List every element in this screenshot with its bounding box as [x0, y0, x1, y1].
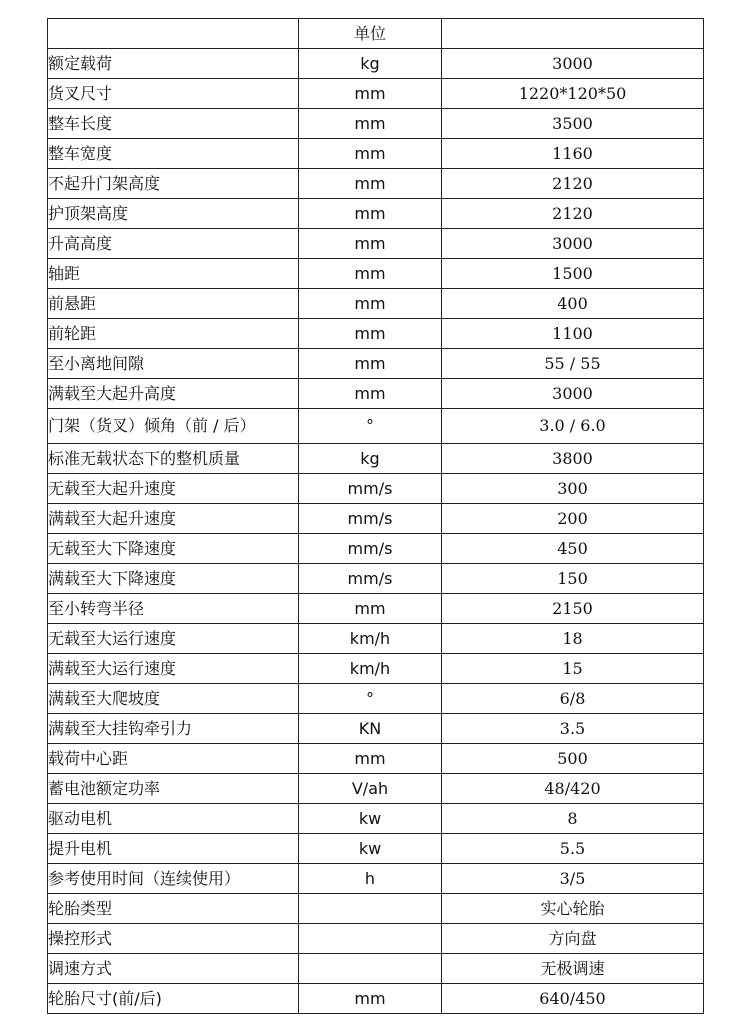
unit-cell: km/h — [299, 654, 442, 684]
unit-cell: km/h — [299, 624, 442, 654]
unit-cell: mm/s — [299, 474, 442, 504]
unit-cell: mm — [299, 594, 442, 624]
param-name-cell: 无载至大下降速度 — [48, 534, 299, 564]
table-row — [48, 864, 704, 894]
table-row — [48, 924, 704, 954]
unit-cell: ° — [299, 684, 442, 714]
table-header-row — [48, 19, 704, 49]
param-name-cell: 满载至大爬坡度 — [48, 684, 299, 714]
table-row — [48, 534, 704, 564]
param-name-cell: 满载至大运行速度 — [48, 654, 299, 684]
table-row — [48, 349, 704, 379]
unit-cell: mm — [299, 744, 442, 774]
param-name-cell: 标准无载状态下的整机质量 — [48, 444, 299, 474]
value-cell: 3000 — [442, 229, 704, 259]
table-row — [48, 229, 704, 259]
value-cell: 3.5 — [442, 714, 704, 744]
value-cell: 1160 — [442, 139, 704, 169]
param-name-cell: 门架（货叉）倾角（前 / 后） — [48, 409, 299, 444]
value-cell: 方向盘 — [442, 924, 704, 954]
param-name-cell: 轮胎类型 — [48, 894, 299, 924]
unit-cell: mm — [299, 319, 442, 349]
unit-cell: mm — [299, 199, 442, 229]
unit-cell: kg — [299, 49, 442, 79]
value-cell: 1220*120*50 — [442, 79, 704, 109]
table-row — [48, 409, 704, 444]
value-cell: 1500 — [442, 259, 704, 289]
param-name-cell: 调速方式 — [48, 954, 299, 984]
table-row — [48, 804, 704, 834]
value-cell: 实心轮胎 — [442, 894, 704, 924]
value-cell: 55 / 55 — [442, 349, 704, 379]
unit-cell — [299, 924, 442, 954]
value-cell: 5.5 — [442, 834, 704, 864]
value-cell: 3000 — [442, 379, 704, 409]
param-name-cell: 前轮距 — [48, 319, 299, 349]
param-name-cell: 轮胎尺寸(前/后) — [48, 984, 299, 1014]
header-param-cell — [48, 19, 299, 49]
header-value-cell — [442, 19, 704, 49]
table-row — [48, 109, 704, 139]
param-name-cell: 参考使用时间（连续使用） — [48, 864, 299, 894]
value-cell: 48/420 — [442, 774, 704, 804]
unit-cell: h — [299, 864, 442, 894]
param-name-cell: 无载至大起升速度 — [48, 474, 299, 504]
header-unit-cell: 单位 — [299, 19, 442, 49]
table-row — [48, 624, 704, 654]
table-row — [48, 894, 704, 924]
table-row — [48, 954, 704, 984]
table-row — [48, 289, 704, 319]
unit-cell: ° — [299, 409, 442, 444]
param-name-cell: 整车长度 — [48, 109, 299, 139]
value-cell: 8 — [442, 804, 704, 834]
param-name-cell: 整车宽度 — [48, 139, 299, 169]
table-row — [48, 474, 704, 504]
param-name-cell: 货叉尺寸 — [48, 79, 299, 109]
spec-table-body — [48, 19, 704, 1014]
value-cell: 无极调速 — [442, 954, 704, 984]
table-row — [48, 379, 704, 409]
unit-cell: mm — [299, 379, 442, 409]
param-name-cell: 额定载荷 — [48, 49, 299, 79]
unit-cell: mm — [299, 139, 442, 169]
value-cell: 500 — [442, 744, 704, 774]
table-row — [48, 774, 704, 804]
table-row — [48, 834, 704, 864]
unit-cell: mm — [299, 109, 442, 139]
param-name-cell: 至小转弯半径 — [48, 594, 299, 624]
value-cell: 3000 — [442, 49, 704, 79]
table-row — [48, 169, 704, 199]
table-row — [48, 714, 704, 744]
value-cell: 15 — [442, 654, 704, 684]
unit-cell: mm — [299, 984, 442, 1014]
table-row — [48, 684, 704, 714]
value-cell: 400 — [442, 289, 704, 319]
param-name-cell: 至小离地间隙 — [48, 349, 299, 379]
param-name-cell: 前悬距 — [48, 289, 299, 319]
value-cell: 150 — [442, 564, 704, 594]
value-cell: 300 — [442, 474, 704, 504]
value-cell: 2120 — [442, 199, 704, 229]
param-name-cell: 提升电机 — [48, 834, 299, 864]
table-row — [48, 79, 704, 109]
value-cell: 3500 — [442, 109, 704, 139]
param-name-cell: 无载至大运行速度 — [48, 624, 299, 654]
param-name-cell: 载荷中心距 — [48, 744, 299, 774]
unit-cell: mm — [299, 349, 442, 379]
table-row — [48, 199, 704, 229]
table-row — [48, 744, 704, 774]
unit-cell: kw — [299, 834, 442, 864]
unit-cell: KN — [299, 714, 442, 744]
unit-cell: mm — [299, 169, 442, 199]
value-cell: 2120 — [442, 169, 704, 199]
value-cell: 6/8 — [442, 684, 704, 714]
param-name-cell: 不起升门架高度 — [48, 169, 299, 199]
param-name-cell: 升高高度 — [48, 229, 299, 259]
unit-cell: mm/s — [299, 564, 442, 594]
value-cell: 200 — [442, 504, 704, 534]
param-name-cell: 操控形式 — [48, 924, 299, 954]
spec-table — [47, 18, 704, 1014]
param-name-cell: 满载至大挂钩牵引力 — [48, 714, 299, 744]
unit-cell — [299, 954, 442, 984]
unit-cell: mm — [299, 259, 442, 289]
table-row — [48, 259, 704, 289]
value-cell: 18 — [442, 624, 704, 654]
param-name-cell: 驱动电机 — [48, 804, 299, 834]
table-row — [48, 319, 704, 349]
table-row — [48, 594, 704, 624]
unit-cell: V/ah — [299, 774, 442, 804]
value-cell: 3.0 / 6.0 — [442, 409, 704, 444]
param-name-cell: 蓄电池额定功率 — [48, 774, 299, 804]
unit-cell: mm — [299, 289, 442, 319]
unit-cell: mm — [299, 79, 442, 109]
spec-table-container — [47, 18, 704, 1014]
param-name-cell: 满载至大起升高度 — [48, 379, 299, 409]
value-cell: 2150 — [442, 594, 704, 624]
table-row — [48, 139, 704, 169]
unit-cell: mm/s — [299, 534, 442, 564]
param-name-cell: 满载至大起升速度 — [48, 504, 299, 534]
unit-cell: mm/s — [299, 504, 442, 534]
table-row — [48, 444, 704, 474]
unit-cell: kw — [299, 804, 442, 834]
value-cell: 1100 — [442, 319, 704, 349]
param-name-cell: 轴距 — [48, 259, 299, 289]
value-cell: 640/450 — [442, 984, 704, 1014]
value-cell: 3/5 — [442, 864, 704, 894]
value-cell: 3800 — [442, 444, 704, 474]
value-cell: 450 — [442, 534, 704, 564]
table-row — [48, 564, 704, 594]
unit-cell — [299, 894, 442, 924]
unit-cell: mm — [299, 229, 442, 259]
table-row — [48, 49, 704, 79]
unit-cell: kg — [299, 444, 442, 474]
param-name-cell: 护顶架高度 — [48, 199, 299, 229]
table-row — [48, 654, 704, 684]
table-row — [48, 984, 704, 1014]
param-name-cell: 满载至大下降速度 — [48, 564, 299, 594]
table-row — [48, 504, 704, 534]
